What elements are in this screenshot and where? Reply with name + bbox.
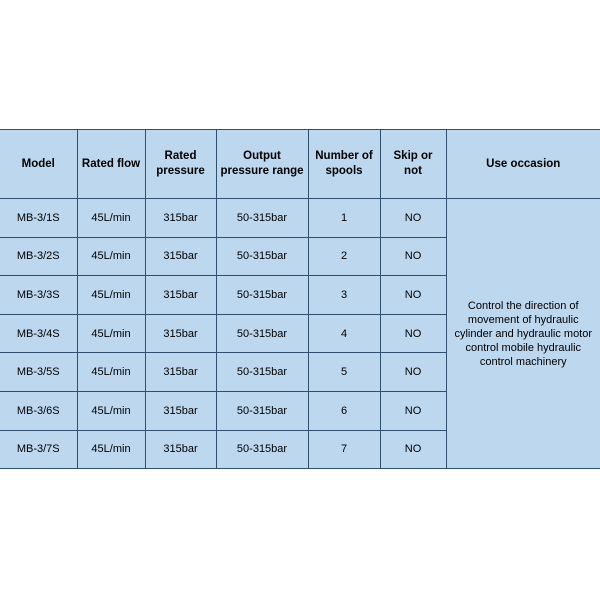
cell-model: MB-3/5S	[0, 353, 77, 392]
cell-rated-flow: 45L/min	[77, 237, 145, 276]
cell-output-pressure-range: 50-315bar	[216, 237, 308, 276]
cell-output-pressure-range: 50-315bar	[216, 276, 308, 315]
cell-model: MB-3/2S	[0, 237, 77, 276]
cell-number-of-spools: 5	[308, 353, 380, 392]
cell-rated-flow: 45L/min	[77, 391, 145, 430]
cell-model: MB-3/6S	[0, 391, 77, 430]
cell-output-pressure-range: 50-315bar	[216, 353, 308, 392]
cell-rated-flow: 45L/min	[77, 199, 145, 238]
cell-rated-flow: 45L/min	[77, 353, 145, 392]
spec-table	[0, 129, 600, 469]
cell-output-pressure-range: 50-315bar	[216, 430, 308, 469]
header-row	[0, 130, 600, 199]
cell-skip-or-not: NO	[380, 237, 446, 276]
cell-number-of-spools: 1	[308, 199, 380, 238]
header-use-occasion: Use occasion	[446, 130, 600, 199]
cell-model: MB-3/7S	[0, 430, 77, 469]
header-number-of-spools: Number of spools	[308, 130, 380, 199]
table-body	[0, 199, 600, 469]
header-output-pressure-range: Output pressure range	[216, 130, 308, 199]
cell-skip-or-not: NO	[380, 314, 446, 353]
cell-rated-pressure: 315bar	[145, 430, 216, 469]
header-skip-or-not: Skip or not	[380, 130, 446, 199]
cell-number-of-spools: 3	[308, 276, 380, 315]
cell-number-of-spools: 2	[308, 237, 380, 276]
cell-rated-pressure: 315bar	[145, 314, 216, 353]
cell-output-pressure-range: 50-315bar	[216, 199, 308, 238]
cell-model: MB-3/3S	[0, 276, 77, 315]
header-rated-pressure-label: Rated pressure	[156, 150, 205, 177]
cell-rated-pressure: 315bar	[145, 237, 216, 276]
header-rated-pressure	[145, 130, 216, 199]
cell-skip-or-not: NO	[380, 199, 446, 238]
cell-model: MB-3/1S	[0, 199, 77, 238]
cell-rated-pressure: 315bar	[145, 353, 216, 392]
cell-skip-or-not: NO	[380, 276, 446, 315]
cell-rated-pressure: 315bar	[145, 391, 216, 430]
cell-rated-flow: 45L/min	[77, 314, 145, 353]
cell-output-pressure-range: 50-315bar	[216, 314, 308, 353]
cell-number-of-spools: 4	[308, 314, 380, 353]
cell-number-of-spools: 7	[308, 430, 380, 469]
cell-rated-pressure: 315bar	[145, 276, 216, 315]
cell-skip-or-not: NO	[380, 353, 446, 392]
table-header	[0, 130, 600, 199]
cell-skip-or-not: NO	[380, 391, 446, 430]
cell-output-pressure-range: 50-315bar	[216, 391, 308, 430]
cell-number-of-spools: 6	[308, 391, 380, 430]
cell-model: MB-3/4S	[0, 314, 77, 353]
table-row	[0, 199, 600, 238]
cell-rated-pressure: 315bar	[145, 199, 216, 238]
header-rated-flow: Rated flow	[77, 130, 145, 199]
cell-rated-flow: 45L/min	[77, 430, 145, 469]
cell-rated-flow: 45L/min	[77, 276, 145, 315]
cell-skip-or-not: NO	[380, 430, 446, 469]
header-model: Model	[0, 130, 77, 199]
cell-use-occasion: Control the direction of movement of hydraulic cylinder and hydraulic motor control mobile hydraulic control machinery	[446, 199, 600, 469]
